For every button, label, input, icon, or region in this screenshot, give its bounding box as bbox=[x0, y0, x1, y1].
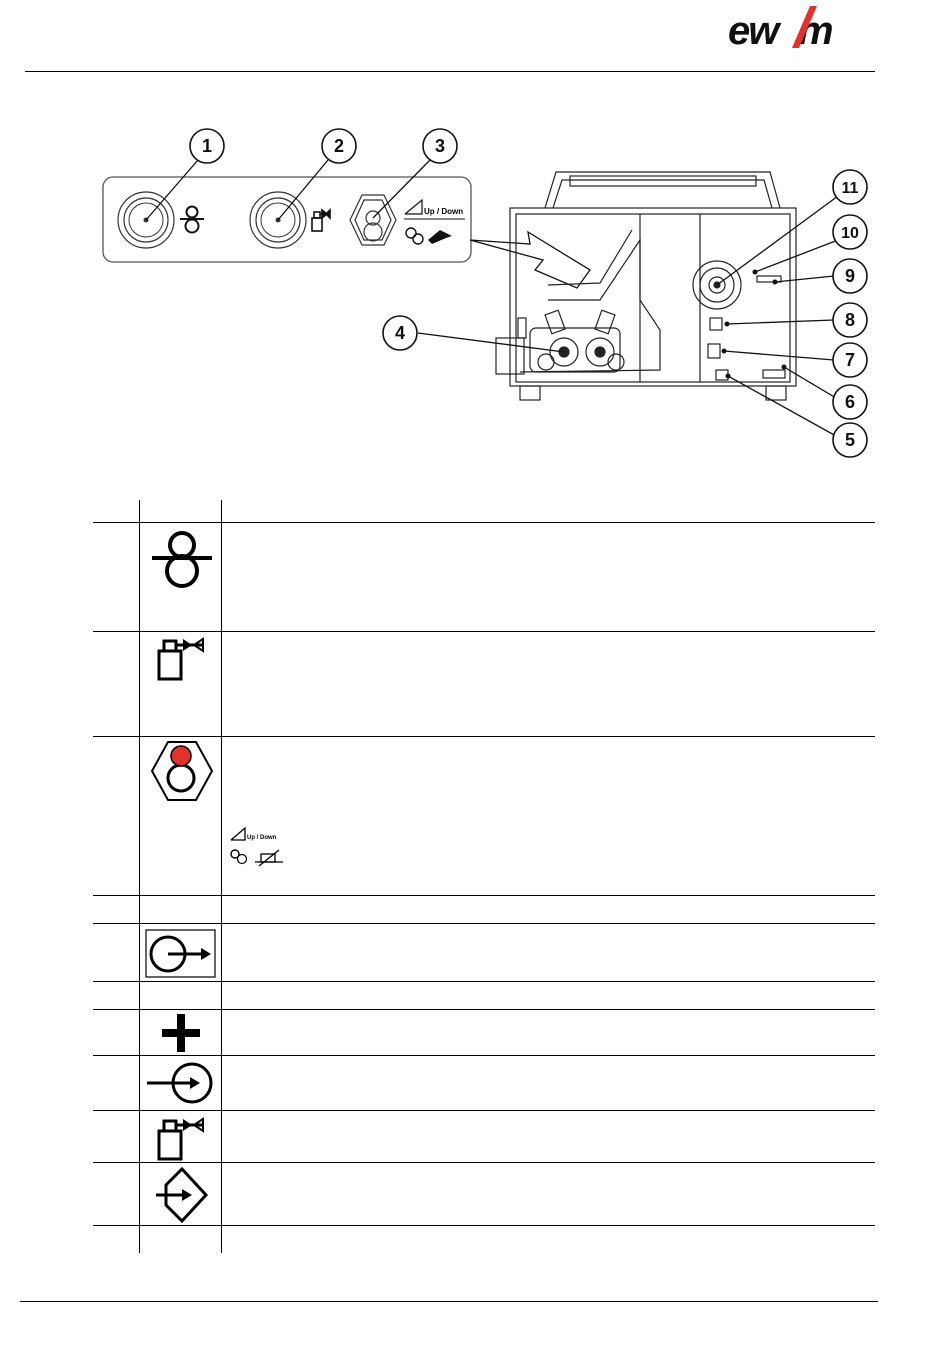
gas-test-icon bbox=[155, 634, 211, 682]
updown-small-label: Up / Down bbox=[247, 835, 277, 841]
callout-8: 8 bbox=[844, 310, 856, 330]
control-input-icon bbox=[152, 1166, 212, 1224]
table-row bbox=[93, 1009, 875, 1010]
table-col-divider-1 bbox=[139, 500, 140, 1253]
table-row bbox=[93, 1162, 875, 1163]
table-row bbox=[93, 522, 875, 523]
callout-2: 2 bbox=[333, 136, 345, 156]
updown-small-icon bbox=[229, 824, 309, 870]
callout-1: 1 bbox=[201, 136, 213, 156]
plus-icon bbox=[160, 1012, 202, 1054]
callout-9: 9 bbox=[844, 266, 856, 286]
panel-updown-label: Up / Down bbox=[424, 207, 464, 216]
table-row bbox=[93, 923, 875, 924]
svg-text:m: m bbox=[798, 9, 834, 53]
table-row bbox=[93, 1225, 875, 1226]
outlet-connection-icon bbox=[145, 929, 217, 979]
table-row bbox=[93, 1110, 875, 1111]
callout-11: 11 bbox=[841, 180, 859, 197]
table-col-divider-2 bbox=[221, 500, 222, 1253]
inlet-connection-icon bbox=[145, 1058, 217, 1108]
callout-3: 3 bbox=[434, 136, 446, 156]
svg-text:ew: ew bbox=[728, 9, 778, 53]
gas-bottle-icon bbox=[155, 1114, 211, 1162]
hex-pushbutton-icon bbox=[150, 740, 214, 802]
table-row bbox=[93, 1055, 875, 1056]
table-row bbox=[93, 981, 875, 982]
callout-10: 10 bbox=[841, 225, 859, 242]
device-figure bbox=[0, 0, 950, 470]
callout-7: 7 bbox=[844, 350, 856, 370]
callout-5: 5 bbox=[844, 430, 856, 450]
table-row bbox=[93, 895, 875, 896]
callout-6: 6 bbox=[844, 392, 856, 412]
table-row bbox=[93, 736, 875, 737]
callout-4: 4 bbox=[394, 323, 406, 343]
footer-rule bbox=[20, 1301, 878, 1302]
wire-inching-icon bbox=[150, 528, 214, 590]
table-row bbox=[93, 631, 875, 632]
